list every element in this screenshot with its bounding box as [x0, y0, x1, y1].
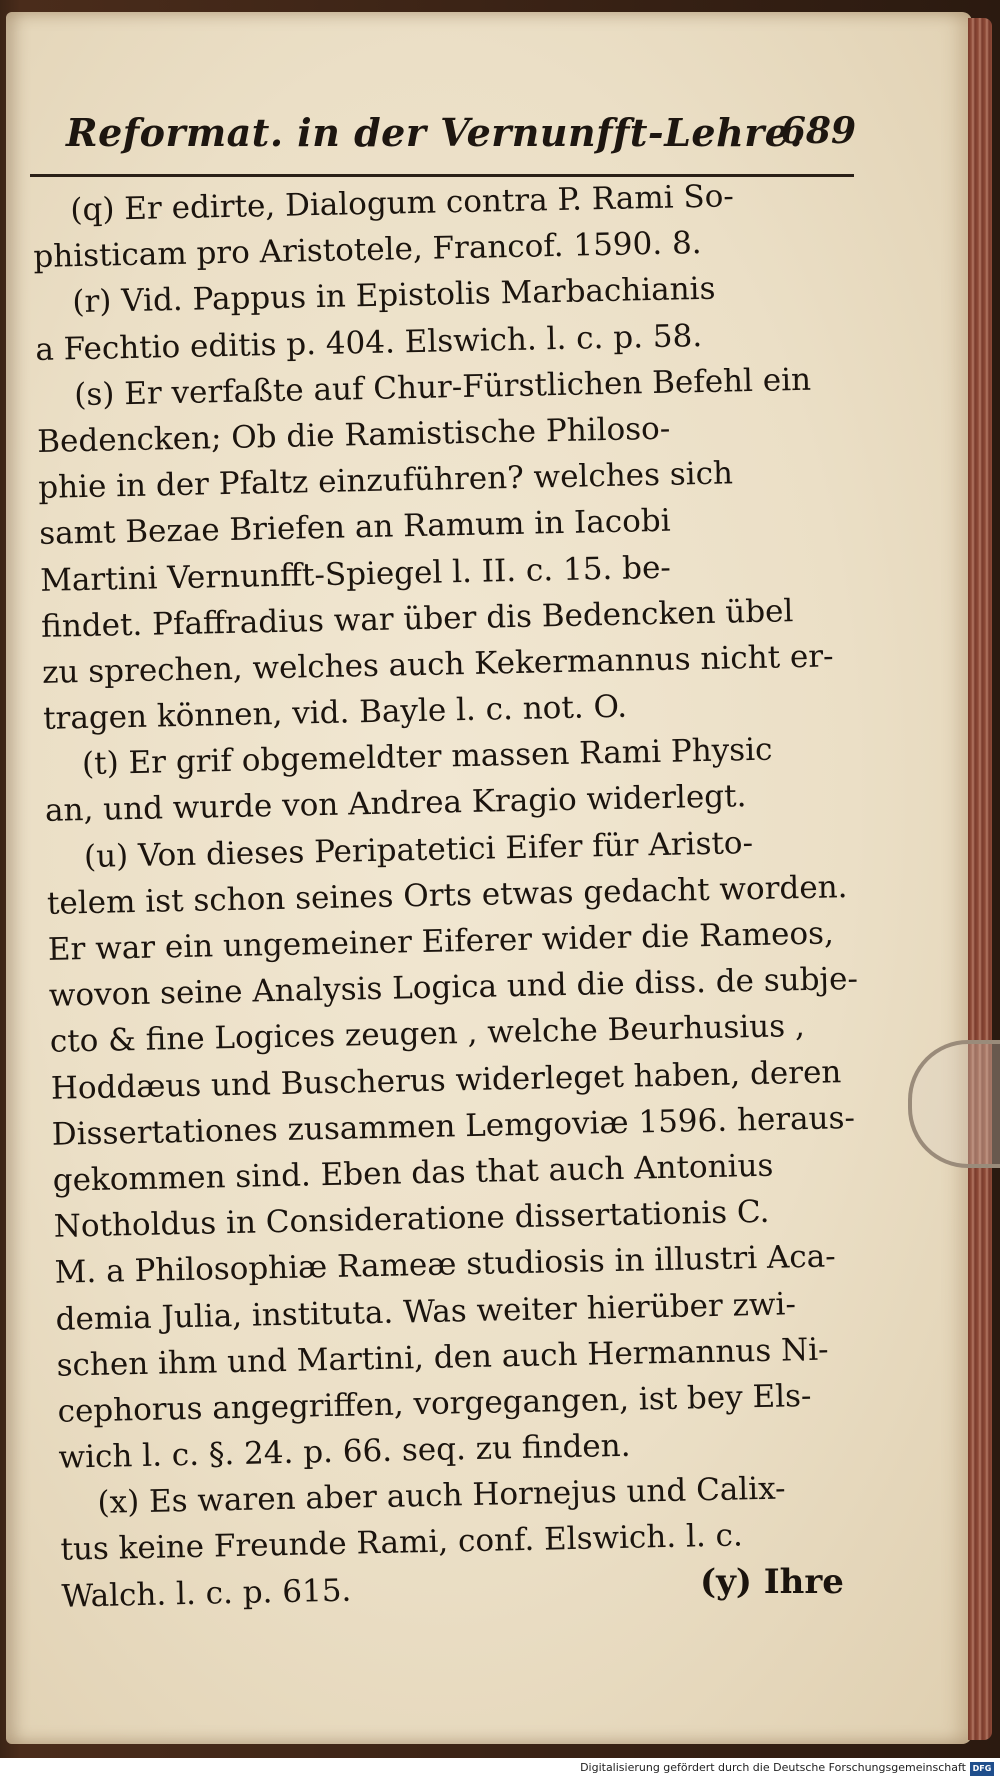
text-line: tus keine Freunde Rami, conf. Elswich. l. c.	[60, 1517, 744, 1569]
text-line: Dissertationes zusammen Lemgoviæ 1596. heraus-	[51, 1099, 856, 1153]
text-line: Martini Vernunfft-Spiegel l. II. c. 15. be-	[39, 549, 672, 599]
text-line: zu sprechen, welches auch Kekermannus nicht er-	[41, 638, 834, 691]
text-line: findet. Pfaffradius war über dis Bedencken übel	[40, 592, 794, 645]
page-header	[66, 110, 856, 168]
text-line: Hoddæus und Buscherus widerleget haben, deren	[50, 1053, 842, 1107]
text-line: schen ihm und Martini, den auch Hermannus Ni-	[56, 1331, 829, 1384]
running-head: Reformat. in der Vernunfft-Lehre.	[66, 110, 804, 155]
text-line: (x) Es waren aber auch Hornejus und Calix-	[97, 1470, 786, 1522]
text-line: Bedencken; Ob die Ramistische Philoso-	[36, 410, 671, 460]
text-line: samt Bezae Briefen an Ramum in Iacobi	[38, 503, 671, 553]
text-line: demia Julia, instituta. Was weiter hierüber zwi-	[55, 1285, 797, 1338]
text-line: (u) Von dieses Peripatetici Eifer für Aristo-	[83, 824, 754, 875]
text-line: Notholdus in Consideratione dissertationis C.	[53, 1193, 770, 1245]
text-line: a Fechtio editis p. 404. Elswich. l. c. p. 58.	[35, 317, 703, 368]
text-line: gekommen sind. Eben das that auch Antonius	[52, 1147, 774, 1199]
text-line: telem ist schon seines Orts etwas gedacht worden.	[46, 868, 848, 922]
footnote-text	[32, 171, 892, 1620]
text-line: Er war ein ungemeiner Eiferer wider die Rameos,	[47, 915, 835, 968]
text-line: wich l. c. §. 24. p. 66. seq. zu finden.	[58, 1427, 631, 1476]
footer-bar	[0, 1758, 1000, 1782]
text-line: M. a Philosophiæ Rameæ studiosis in illustri Aca-	[54, 1238, 837, 1292]
text-line: an, und wurde von Andrea Kragio widerlegt.	[44, 778, 747, 830]
text-line: cephorus angegriffen, vorgegangen, ist bey Els-	[57, 1377, 812, 1430]
dfg-logo-icon: DFG	[970, 1762, 994, 1776]
text-line: Walch. l. c. p. 615.	[61, 1572, 352, 1615]
text-line: cto & fine Logices zeugen , welche Beurhusius ,	[49, 1008, 806, 1061]
funding-credit: Digitalisierung gefördert durch die Deutsche Forschungsgemeinschaft	[580, 1761, 966, 1774]
text-line: (t) Er grif obgemeldter massen Rami Physic	[81, 731, 773, 783]
text-line: (s) Er verfaßte auf Chur-Fürstlichen Befehl ein	[73, 361, 812, 413]
text-line: phie in der Pfaltz einzuführen? welches sich	[37, 455, 734, 507]
text-line: wovon seine Analysis Logica und die diss. de subje-	[48, 961, 859, 1015]
text-line: tragen können, vid. Bayle l. c. not. O.	[42, 688, 628, 737]
page-edge	[968, 18, 992, 1740]
catchword: (y) Ihre	[700, 1562, 844, 1602]
text-line: (q) Er edirte, Dialogum contra P. Rami So-	[70, 178, 735, 229]
text-line: phisticam pro Aristotele, Francof. 1590. 8.	[33, 225, 702, 276]
text-line: (r) Vid. Pappus in Epistolis Marbachianis	[72, 271, 716, 321]
page-number: 689	[780, 110, 856, 152]
